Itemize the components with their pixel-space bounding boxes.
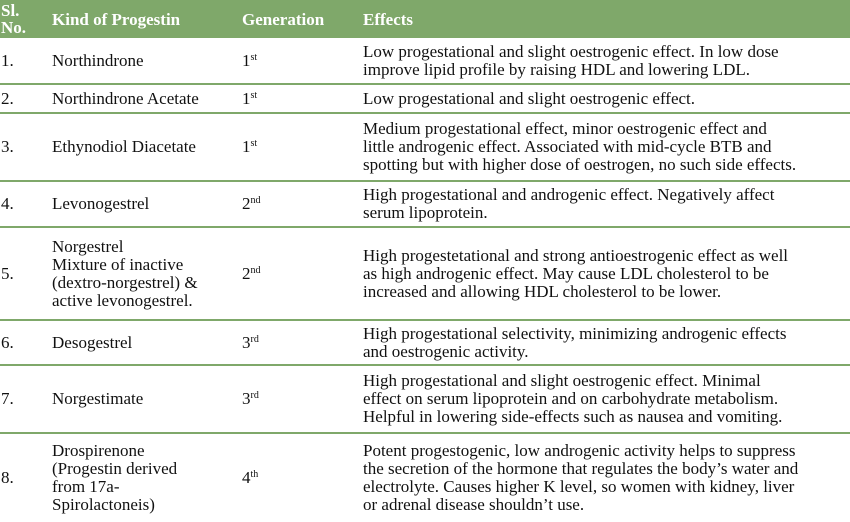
effects-line: Medium progestational effect, minor oestrogenic effect and	[363, 119, 767, 138]
header-row	[0, 0, 850, 38]
table-row	[0, 38, 850, 84]
cell-sl-no: 6.	[0, 320, 52, 365]
header-sl-no	[0, 0, 52, 38]
table-row	[0, 365, 850, 433]
generation-suffix: th	[250, 469, 259, 480]
cell-kind	[52, 38, 242, 84]
table-row	[0, 113, 850, 181]
effects-line: High progestetational and strong antioestrogenic effect as well	[363, 245, 789, 265]
header-sl-line-1: Sl.	[1, 1, 20, 20]
header-generation: Generation	[242, 0, 362, 38]
generation-suffix: nd	[250, 195, 261, 206]
effects-line: High progestational and androgenic effect. Negatively affect	[363, 185, 775, 204]
cell-sl-no: 2.	[0, 84, 52, 113]
header-kind: Kind of Progestin	[52, 0, 242, 38]
cell-generation	[242, 113, 362, 181]
effects-line: the secretion of the hormone that regulates the body’s water and	[363, 459, 799, 478]
kind-line: Norgestimate	[52, 389, 144, 408]
cell-kind	[52, 84, 242, 113]
cell-generation	[242, 84, 362, 113]
cell-generation	[242, 433, 362, 522]
effects-line: Low progestational and slight oestrogenic effect. In low dose	[363, 41, 779, 61]
generation-number: 1	[242, 88, 251, 108]
generation-number: 4	[242, 468, 251, 487]
cell-generation	[242, 38, 362, 84]
kind-line: Ethynodiol Diacetate	[52, 137, 196, 156]
table-body	[0, 38, 850, 522]
cell-sl-no: 3.	[0, 113, 52, 181]
generation-number: 3	[242, 332, 251, 352]
effects-line: as high androgenic effect. May cause LDL cholesterol to be	[363, 263, 769, 283]
table-row	[0, 181, 850, 227]
effects-line: or adrenal disease shouldn’t use.	[363, 495, 585, 514]
effects-line: little androgenic effect. Associated with mid-cycle BTB and	[363, 137, 772, 156]
cell-sl-no: 4.	[0, 181, 52, 227]
generation-number: 2	[242, 263, 251, 283]
kind-line: Norgestrel	[52, 236, 124, 256]
cell-effects	[362, 84, 850, 113]
generation-suffix: st	[250, 89, 258, 101]
effects-line: improve lipid profile by raising HDL and lowering LDL.	[363, 59, 750, 79]
generation-number: 1	[242, 50, 251, 70]
cell-sl-no: 1.	[0, 38, 52, 84]
table-row	[0, 433, 850, 522]
kind-line: (dextro-norgestrel) &	[52, 272, 198, 292]
cell-kind	[52, 365, 242, 433]
cell-generation	[242, 181, 362, 227]
cell-effects	[362, 227, 850, 320]
kind-line: Northindrone Acetate	[52, 88, 199, 108]
cell-effects	[362, 113, 850, 181]
table-row	[0, 320, 850, 365]
effects-line: and oestrogenic activity.	[363, 341, 529, 361]
cell-generation	[242, 320, 362, 365]
cell-kind	[52, 113, 242, 181]
cell-sl-no: 7.	[0, 365, 52, 433]
cell-effects	[362, 181, 850, 227]
kind-line: Drospirenone	[52, 441, 145, 460]
cell-effects	[362, 38, 850, 84]
generation-number: 2	[242, 194, 251, 213]
cell-sl-no: 8.	[1, 468, 14, 487]
cell-effects	[362, 433, 850, 522]
effects-line: effect on serum lipoprotein and on carbohydrate metabolism.	[363, 389, 779, 408]
cell-effects	[362, 320, 850, 365]
generation-suffix: rd	[250, 333, 259, 345]
kind-line: Desogestrel	[52, 332, 133, 352]
generation-suffix: st	[250, 138, 258, 149]
generation-suffix: nd	[250, 264, 261, 276]
table-row	[0, 227, 850, 320]
generation-number: 3	[242, 389, 251, 408]
header-sl-line-2: No.	[1, 18, 27, 37]
effects-line: serum lipoprotein.	[363, 203, 488, 222]
cell-effects	[362, 365, 850, 433]
cell-kind	[52, 320, 242, 365]
cell-kind	[52, 433, 242, 522]
kind-line: Northindrone	[52, 50, 144, 70]
generation-suffix: st	[250, 51, 258, 63]
cell-generation	[242, 365, 362, 433]
generation-number: 1	[242, 137, 251, 156]
table-header	[0, 0, 850, 38]
kind-line: from 17a-	[52, 477, 120, 496]
table-row	[0, 84, 850, 113]
effects-line: High progestational and slight oestrogenic effect. Minimal	[363, 371, 761, 390]
effects-line: Low progestational and slight oestrogenic effect.	[363, 88, 696, 108]
kind-line: Levonogestrel	[52, 194, 150, 213]
effects-line: spotting but with higher dose of oestrogen, no such side effects.	[363, 155, 797, 174]
cell-kind	[52, 227, 242, 320]
kind-line: Mixture of inactive	[52, 254, 184, 274]
generation-suffix: rd	[250, 390, 259, 401]
effects-line: Helpful in lowering side-effects such as nausea and vomiting.	[363, 407, 783, 426]
cell-generation	[242, 227, 362, 320]
effects-line: High progestational selectivity, minimizing androgenic effects	[363, 323, 787, 343]
cell-sl-no: 5.	[0, 227, 52, 320]
kind-line: Spirolactoneis)	[52, 495, 155, 514]
effects-line: Potent progestogenic, low androgenic activity helps to suppress	[363, 441, 796, 460]
effects-line: electrolyte. Causes higher K level, so women with kidney, liver	[363, 477, 795, 496]
kind-line: active levonogestrel.	[52, 290, 193, 310]
kind-line: (Progestin derived	[52, 459, 178, 478]
effects-line: increased and allowing HDL cholesterol to be lower.	[363, 281, 722, 301]
header-effects: Effects	[362, 0, 850, 38]
cell-kind	[52, 181, 242, 227]
